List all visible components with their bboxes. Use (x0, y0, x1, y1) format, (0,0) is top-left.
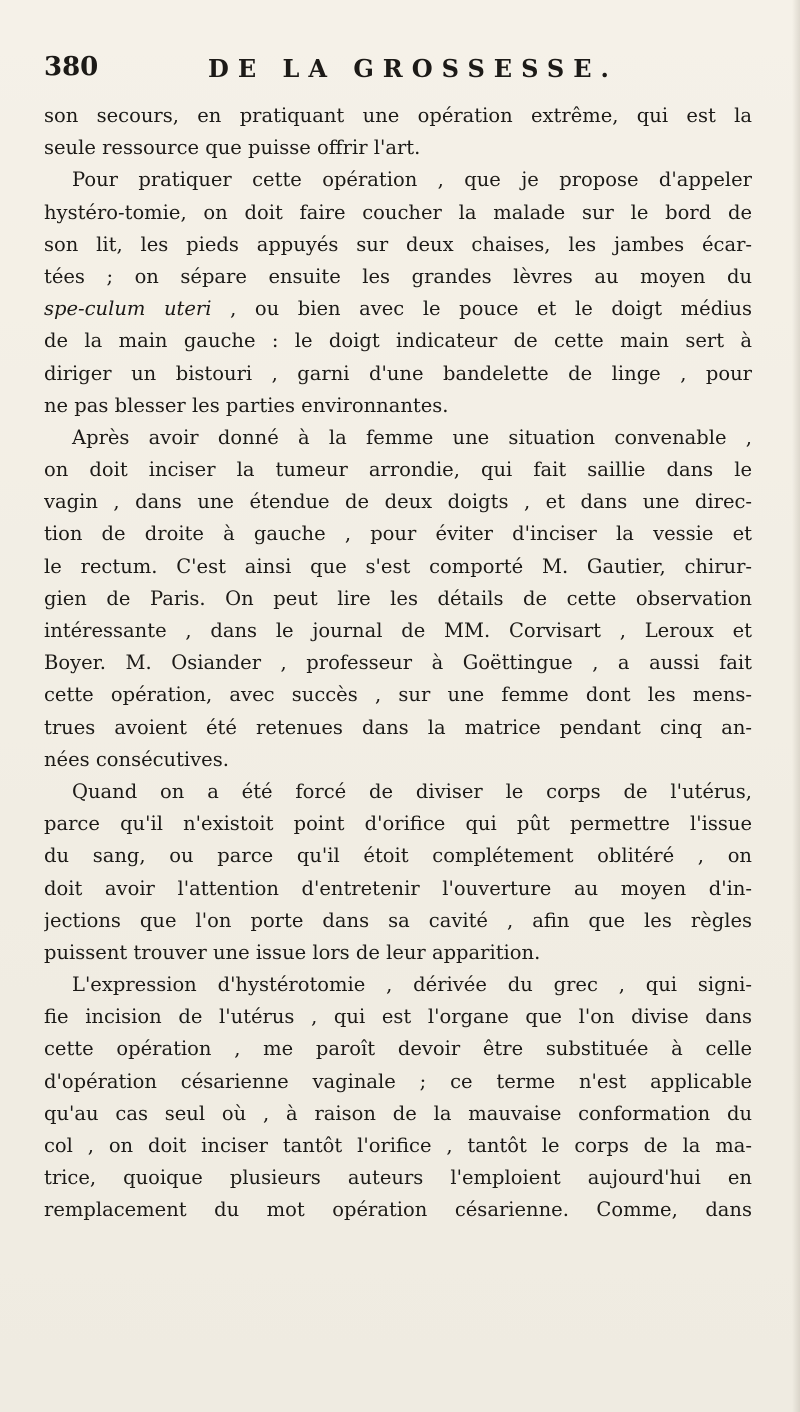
italic-term: spe-culum uteri (44, 297, 212, 321)
page-number: 380 (44, 52, 99, 82)
text-line: tion de droite à gauche , pour éviter d'inciser la vessie et (44, 522, 752, 546)
text-line: doit avoir l'attention d'entretenir l'ouverture au moyen d'in- (44, 876, 752, 900)
text-line: col , on doit inciser tantôt l'orifice , tantôt le corps de la ma- (44, 1134, 752, 1157)
text-line: hystéro-tomie, on doit faire coucher la malade sur le bord de (44, 200, 752, 224)
text-line: fie incision de l'utérus , qui est l'organe que l'on divise dans (44, 1005, 752, 1029)
text-line: ne pas blesser les parties environnantes. (44, 393, 449, 417)
text-line: intéressante , dans le journal de MM. Corvisart , Leroux et (44, 619, 752, 642)
text-line: diriger un bistouri , garni d'une bandelette de linge , pour (44, 361, 752, 385)
text-line: d'opération césarienne vaginale ; ce terme n'est applicable (44, 1069, 752, 1093)
text-line: qu'au cas seul où , à raison de la mauvaise conformation du (44, 1101, 752, 1125)
text-line: son lit, les pieds appuyés sur deux chaises, les jambes écar- (44, 232, 752, 256)
text-line: Après avoir donné à la femme une situation convenable , (72, 425, 752, 449)
text-line: parce qu'il n'existoit point d'orifice qui pût permettre l'issue (44, 812, 752, 836)
text-line-with-italic (44, 293, 752, 325)
text-line: jections que l'on porte dans sa cavité , afin que les règles (44, 908, 752, 932)
text-line: cette opération , me paroît devoir être substituée à celle (44, 1037, 752, 1061)
text-line: tées ; on sépare ensuite les grandes lèvres au moyen du (44, 264, 752, 288)
text-line: Pour pratiquer cette opération , que je propose d'appeler (72, 168, 752, 192)
text-line: de la main gauche : le doigt indicateur de cette main sert à (44, 329, 752, 353)
text-line: Quand on a été forcé de diviser le corps de l'utérus, (72, 779, 752, 803)
running-head (30, 52, 770, 88)
text-line: vagin , dans une étendue de deux doigts , et dans une direc- (44, 490, 752, 514)
text-line: remplacement du mot opération césarienne. Comme, dans (44, 1198, 752, 1222)
text-line: nées consécutives. (44, 747, 229, 771)
body-text (44, 100, 752, 1227)
text-line: Boyer. M. Osiander , professeur à Goëttingue , a aussi fait (44, 651, 752, 675)
text-line: L'expression d'hystérotomie , dérivée du grec , qui signi- (72, 973, 752, 997)
text-line: puissent trouver une issue lors de leur apparition. (44, 940, 541, 964)
text-line: gien de Paris. On peut lire les détails de cette observation (44, 586, 752, 610)
text-line: du sang, ou parce qu'il étoit complétement oblitéré , on (44, 844, 752, 868)
text-line: cette opération, avec succès , sur une femme dont les mens- (44, 683, 752, 707)
running-title: DE LA GROSSESSE. (208, 54, 618, 83)
text-line: le rectum. C'est ainsi que s'est comporté M. Gautier, chirur- (44, 554, 752, 578)
text-line: son secours, en pratiquant une opération extrême, qui est la (44, 104, 752, 127)
text-line: seule ressource que puisse offrir l'art. (44, 136, 421, 160)
text-line: on doit inciser la tumeur arrondie, qui fait saillie dans le (44, 458, 752, 482)
page-edge-shadow (792, 0, 800, 1412)
text-line: trues avoient été retenues dans la matrice pendant cinq an- (44, 715, 752, 739)
text-fragment: , ou bien avec le pouce et le doigt médius (230, 297, 752, 321)
text-line: trice, quoique plusieurs auteurs l'emploient aujourd'hui en (44, 1166, 752, 1190)
